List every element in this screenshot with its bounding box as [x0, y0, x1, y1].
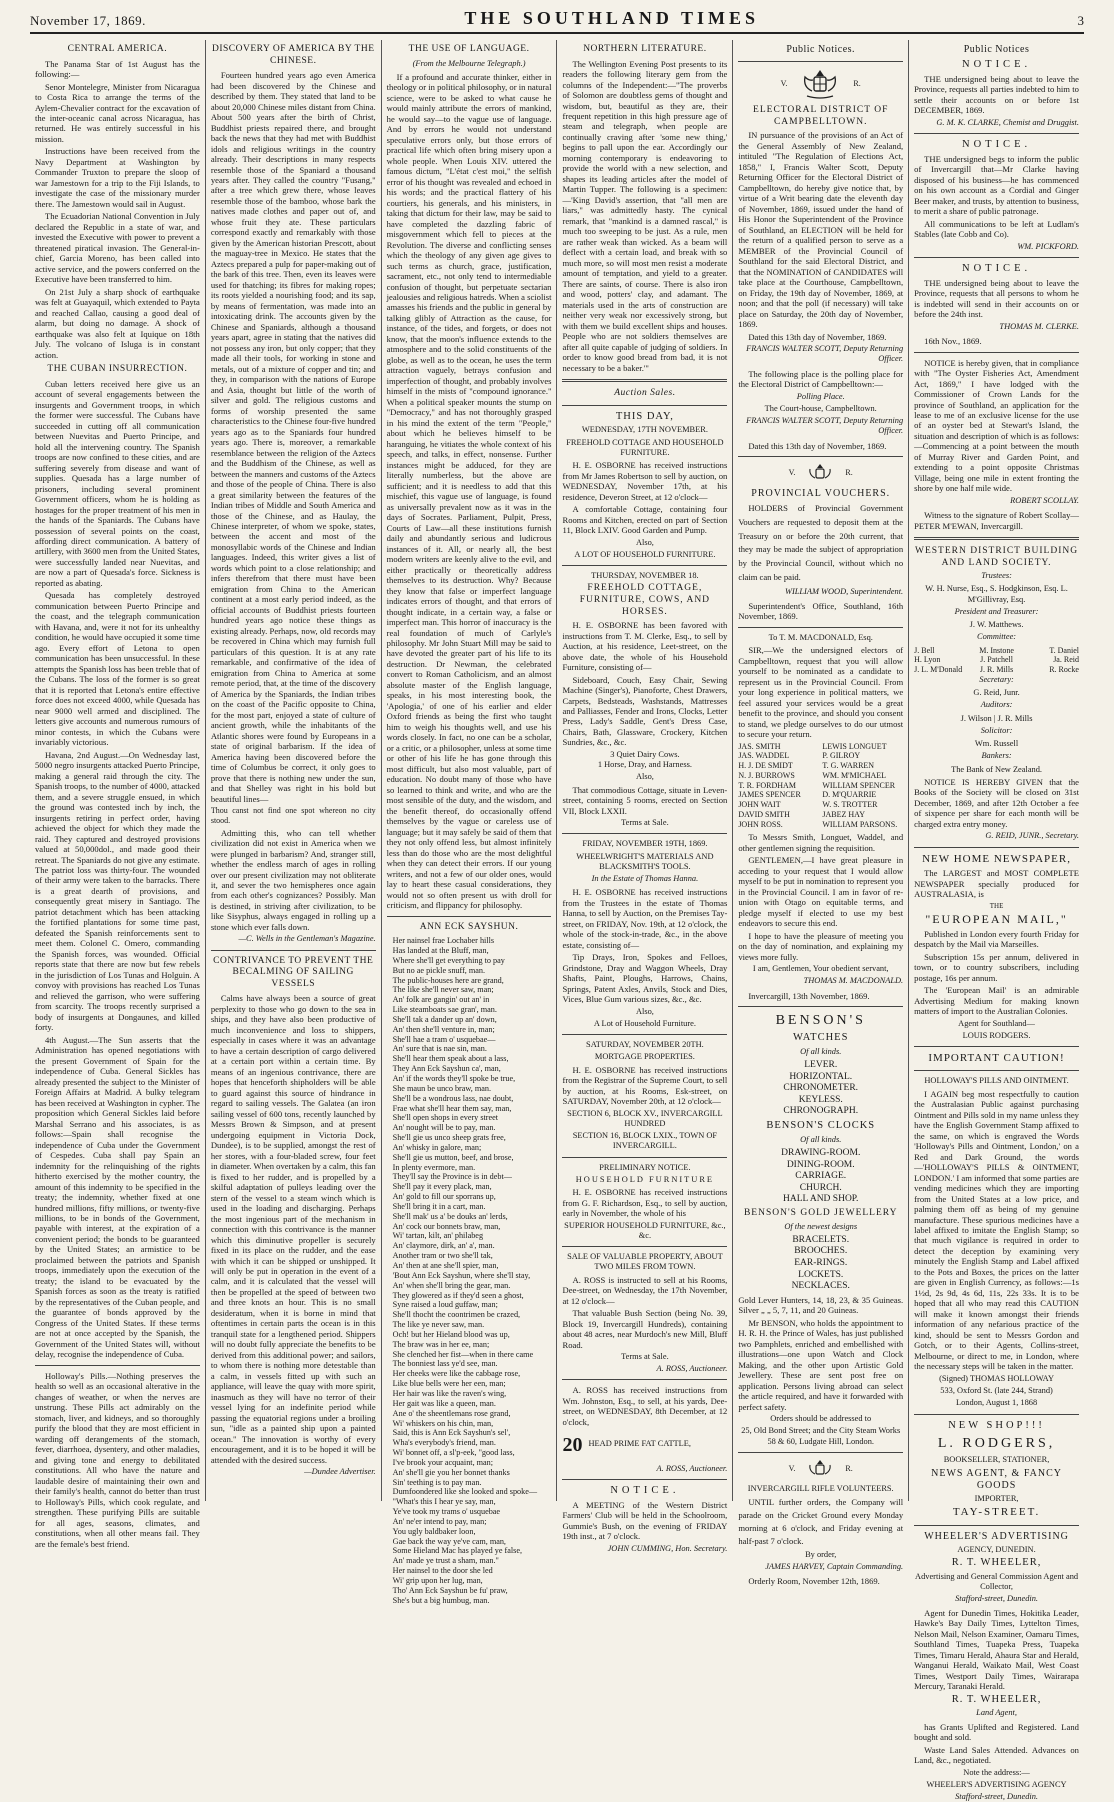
- divider: [738, 1006, 903, 1007]
- shop-ad-line: BOOKSELLER, STATIONER,: [943, 1455, 1050, 1465]
- royal-arms-icon: [805, 462, 835, 484]
- agency-body: Waste Land Sales Attended. Advances on Land, &c., negotiated.: [914, 1744, 1079, 1766]
- royal-crest: [738, 67, 903, 101]
- divider: [738, 456, 903, 457]
- newspaper-ad-name: "EUROPEAN MAIL,": [925, 912, 1068, 927]
- notice-signature: G. M. K. CLARKE, Chemist and Druggist.: [936, 117, 1079, 127]
- agency-name: R. T. WHEELER,: [951, 1693, 1042, 1705]
- committee-right: T. Daniel Ja. Reid R. Rocke: [1049, 645, 1079, 675]
- society-bankers: The Bank of New Zealand.: [951, 764, 1043, 774]
- auction-body: H. E. OSBORNE has received instructions from Mr James Robertson to sell by auction, on WEDNESDAY, November 17th, at his residence, Deveron Street, at 12 o'clock—: [562, 460, 728, 502]
- benson-address: 25, Old Bond Street; and the City Steam Works 58 & 60, Ludgate Hill, London.: [741, 1426, 901, 1446]
- column-6: [909, 40, 1084, 1802]
- divider: [914, 1414, 1079, 1415]
- notice-signature: JOHN CUMMING, Hon. Secretary.: [607, 1543, 728, 1553]
- auction-section: SECTION 6, BLOCK XV., INVERCARGILL HUNDRED: [567, 1108, 723, 1128]
- notice-signature: WM. PICKFORD.: [1017, 241, 1079, 251]
- newspaper-ad-title: NEW HOME NEWSPAPER,: [922, 852, 1071, 865]
- notice-title: PROVINCIAL VOUCHERS.: [751, 487, 891, 499]
- auction-section: SECTION 16, BLOCK LXIX., TOWN OF INVERCARGILL.: [572, 1131, 718, 1151]
- auction-lot: A LOT OF HOUSEHOLD FURNITURE.: [574, 549, 716, 559]
- benson-body: Mr BENSON, who holds the appointment to H. R. H. the Prince of Wales, has just published two Pamphlets, enriched and embellished with illustrations—one upon Watch and Clock Making, and the other upon Artistic Gold Jewellery. These are sent post free on application. Persons living abroad can select the article required, and have it forwarded with perfect safety.: [738, 1317, 904, 1412]
- auction-items: That commodious Cottage, situate in Leven-street, containing 5 rooms, erected on Section VII, Block LXXII.: [562, 784, 728, 816]
- newspaper-ad-signature: LOUIS RODGERS.: [962, 1030, 1031, 1040]
- agency-title: WHEELER'S ADVERTISING: [924, 1530, 1069, 1542]
- paragraph: Calms have always been a source of great perplexity to those who go down to the sea in ships, and they have also been productive of much inconvenience and loss to shippers, especially in cases where it was an advantage to have a certain description of cargo delivered at a certain port within a certain time. By means of an ingenious contrivance, there are hopes that henceforth shipholders will be able to guard against this source of hindrance in regard to sailing vessels. The Galatea (an iron sailing vessel of 600 tons, recently launched by Messrs Brown & Simpson, and at present undergoing equipment in Victoria Dock, Dundee), is to be supplied, amongst the rest of her stores, with a four-bladed screw, four feet in diameter. When overtaken by a calm, this fan is fixed to her rudder, and is propelled by a skilful adaptation of pulleys leading over the stern of the vessel to a steam winch which is used in the loading and discharging. Perhaps the most ingenious part of the mechanism in connection with this contrivance is the manner which this diminutive propeller is securely fixed in its place on the rudder, and the ease with which it can be shipped or unshipped. It will only be put in operation in the event of a calm, and it is calculated that the vessel will then be propelled at the speed of between two and three knots an hour. This is no small desideratum, when it is borne in mind that oftentimes in certain parts the ocean is in this tranquil state for a lengthened period. Shippers will no doubt fully appreciate the benefits to be derived from this additional power; and sailors, to whom there is nothing more detestable than a calm, in vessels fitted up with such an appliance, will leave the quay with more spirit, inasmuch as they will have no terror of their vessel lying for an indefinite period while passing the equatorial regions under a broiling sun, "idle as a painted ship upon a painted ocean." The innovation is worthy of every encouragement, and it is to be hoped it will be attended with the desired success.: [210, 993, 376, 1465]
- notice-body: HOLDERS of Provincial Government Vouchers are requested to deposit them at the Treasury on or before the 20th current, that they may be made the subject of appropriation by the Provincial Council, without which no claim can be paid.: [738, 503, 904, 582]
- notice-body: All communications to be left at Ludlam's Stables (late Cobb and Co).: [914, 218, 1079, 240]
- notice-body: THE undersigned begs to inform the public of Invercargill that—Mr Clarke having disposed of his business—he has commenced on his own account as a Cordial and Ginger Beer maker, and trusts, by attention to business, to merit a share of public patronage.: [914, 153, 1079, 217]
- article-heading: CONTRIVANCE TO PREVENT THE BECALMING OF SAILING VESSELS: [213, 955, 374, 989]
- benson-jewellery-sub: Of the newest designs: [784, 1221, 858, 1231]
- notice-date: Dated this 13th day of November, 1869.: [748, 331, 887, 342]
- auction-items: Sideboard, Couch, Easy Chair, Sewing Machine (Singer's), Pianoforte, Chest Drawers, Carpets, Bedsteads, Washstands, Mattresses and Palliasses, Fender and Irons, Clocks, Letter Press, Lady's Saddle, Gent's Dress Case, Chairs, Bath, Glassware, Crockery, Kitchen Sundries, &c., &c.: [562, 674, 728, 748]
- paragraph: 4th August.—The Sun asserts that the Administration has opened negotiations with the present Government of Spain for the independence of Cuba. General Sickles has already presented the subject to the Minister of Foreign Affairs at Madrid. A bulky telegram has been received at Washington in cypher. The proposition which General Sickles laid before Marshal Serrano and his associates, is as follows:—Spain shall recognise the independence of Cuba under the Government of Cespedes. Cuba shall pay Spain an indemnity for the relinquishing of the rights hitherto exercised by the mother country, the amount of this indemnity to be specified in the treaty; the indemnity, whether fixed at one hundred millions, fifty millions, or twenty-five millions, to be in bonds of the Government, payable with interest, at the expiration of a convenient period; the bonds to be guaranteed by the United States; an armistice to be proclaimed between the patriots and Spanish troops, immediately upon the execution of the treaty; the island to be evacuated by the Spanish forces as soon as the treaty is ratified by the representatives of the Cuban people, and the guarantee of bonds approved by the Congress of the United States. If these terms are not at once accepted by the Spanish, the Government of the United States will, without delay, recognise the independence of Cuba.: [35, 1034, 200, 1360]
- article-heading: DISCOVERY OF AMERICA BY THE CHINESE.: [211, 44, 375, 66]
- auction-date: THURSDAY, NOVEMBER 18.: [591, 571, 699, 581]
- section-heading: Auction Sales.: [614, 388, 676, 399]
- paragraph: Instructions have been received from the Navy Department at Washington by Commander Truxton to prepare the sloop of war Jamestown for a trip to the Fiji Islands, to investigate the case of the missionary murder there. The Jamestown would sail in August.: [35, 146, 200, 209]
- agency-role: Advertising and General Commission Agent and Collector,: [915, 1571, 1079, 1592]
- paragraph: If a profound and accurate thinker, either in theology or in political philosophy, or in natural science, were to be asked to what cause he would mainly attribute the errors of mankind, he would say—to the vague use of language. And by errors he would not understand speculative errors only, but those errors of practical life which often bring misery upon a whole people. When Louis XIV. uttered the famous dictum, "L'état c'est moi," the selfish error of his thought was revealed and echoed in his words; and the practical flattery of his courtiers, his generals, and his ministers, in taking that dictum for their law, may be said to have completed the dazzling fabric of misgovernment which fell to pieces at the Revolution. The diverse and conflicting senses which the theology of any given age gives to such terms as church, grace, justification, sacrament, etc., not only tend to intermediable confusion of thought, but perpetuate sectarian jealousies and religious hatreds. When a sciolist amasses his friends and the public in general by talking glibly of Attraction as the cause, for instance, of the tides, and forgets, or does not know, that the moon's influence extends to the atmosphere and to the solid constituents of the globe, as well as to the ocean, he uses the term attraction vaguely, betrays confusion and imperfection of thought, and probably involves himself in the mists of "compound ignorance." When a political speaker mounts the stump on "Democracy," and has not thoroughly grasped in his mind the extent of the term "People," about which he believes himself to be haranguing, he vitiates the whole context of his speech, and talks, in effect, nonsense. Further instances might be adduced, for they are literally numberless, but the above are sufficient; and it is needless to add that this mischief, this vague use of language, is found as universally prevalent now as it was in the days of Socrates. Parliament, Pulpit, Press, Courts of Law—all these institutions furnish daily and abundantly serious and ludicrous instances of it. All, or nearly all, the best modern writers are keenly alive to the evil, and either practically or theoretically address themselves to its destruction. Why? Because they know that false or imperfect language indicates errors of thought, and that errors of thought indicate, in a certain way, a false or imperfect man. This horror of inaccuracy is the real foundation of much of Carlyle's philosophy. Mr John Stuart Mill may be said to have devoted the greater part of his life to its destruction. Dr Newman, the celebrated convert to Roman Catholicism, and an almost absolute master of the English language, speaks, in his most interesting book, the 'Apologia,' of one of his earlier and elder Oxford friends as being the first who taught him to weigh his thoughts well, and use his words closely. In fact, no one can be a scholar, or a critic, or a philosopher, unless at some time or other of his life he has gone through this most difficult, but also most valuable, part of education. No doubt many of those who have so learned to think and write, and who are the most sensible of the duty, and the wisdom, and the benefit thereof, do occasionally offend themselves by the vague or careless use of language; but it may safely be said of them that they not only offend less, but almost infinitely less than do those who are the most delightful when they can detect their errors. If our young writers, and not a few of our older ones, would lay to heart these casual considerations, they would not so often present us with droll for criticism, and flippancy for philosophy.: [386, 71, 552, 911]
- notice-signature: ROBERT SCOLLAY.: [1010, 495, 1079, 505]
- divider: [914, 847, 1079, 848]
- society-solicitor: Wm. Russell: [974, 739, 1019, 749]
- benson-jewellery-list: BRACELETS. BROOCHES. EAR-RINGS. LOCKETS. NECKLACES.: [791, 1234, 850, 1292]
- society-president: J. W. Matthews.: [969, 620, 1024, 630]
- auction-subtitle: HOUSEHOLD FURNITURE: [575, 1174, 715, 1184]
- letter-addressee: To T. M. MACDONALD, Esq.: [768, 632, 873, 642]
- divider: [914, 133, 1079, 134]
- column-4: [557, 40, 733, 1553]
- notice-signature: JAMES HARVEY, Captain Commanding.: [765, 1561, 904, 1571]
- auction-date: FRIDAY, NOVEMBER 19TH, 1869.: [582, 839, 708, 849]
- divider: [914, 1525, 1079, 1526]
- committee-middle: M. Instone J. Patchell J. R. Mills: [979, 645, 1014, 675]
- paragraph: Senor Montelegre, Minister from Nicaragua to Costa Rica to arrange the terms of the Aylem-Chevalier contract for the excavation of the inter-oceanic canal across Nicaragua, has returned. He was entirely successful in his mission.: [35, 81, 200, 144]
- benson-watch-list: LEVER. HORIZONTAL. CHRONOMETER. KEYLESS. CHRONOGRAPH.: [783, 1060, 859, 1117]
- royal-crest: [738, 1458, 903, 1480]
- auction-lot: SUPERIOR HOUSEHOLD FURNITURE, &c., &c.: [564, 1220, 726, 1240]
- auction-title: SALE OF VALUABLE PROPERTY, ABOUT TWO MILES FROM TOWN.: [567, 1252, 723, 1272]
- article-source: (From the Melbourne Telegraph.): [412, 58, 526, 68]
- society-committee: [914, 646, 1079, 675]
- society-label: President and Treasurer:: [954, 606, 1039, 616]
- reply-closing: I am, Gentlemen, Your obedient servant,: [752, 964, 889, 974]
- royal-arms-icon: [805, 1458, 835, 1480]
- section-heading: Public Notices: [963, 44, 1030, 55]
- polling-place-label: Polling Place.: [796, 391, 845, 401]
- society-label: Trustees:: [981, 571, 1012, 581]
- auction-date: SATURDAY, NOVEMBER 20TH.: [586, 1040, 704, 1050]
- notice-body: UNTIL further orders, the Company will parade on the Cricket Ground every Monday morning at 6 o'clock, and Friday evening at half-past 7 o'clock.: [738, 1497, 904, 1546]
- caution-date: London, August 1, 1868: [955, 1398, 1038, 1408]
- agency-footer: WHEELER'S ADVERTISING AGENCY: [926, 1779, 1067, 1789]
- benson-watches: WATCHES: [793, 1032, 849, 1044]
- auction-estate: In the Estate of Thomas Hanna.: [591, 874, 699, 884]
- caution-body: I AGAIN beg most respectfully to caution the Australasian Public against purchasing Ointment and Pills sold in my name unless they have the English Government Stamp affixed to the same, on which is engraved the Words 'Holloway's Pills and Ointment, London,' on a Red and Dark Ground, the words—'HOLLOWAY'S PILLS & OINTMENT, LONDON.' I am informed that some parties are vending medicines which they are importing from the United States at a low price, and palming them off as being of my genuine manufacture. These spurious medicines have a label affixed to imitate the English Stamp; so that much vigilance is required in order to detect the deception by examining very minutely the English Stamp and Label affixed to the Pots and Boxes, the prices on the latter are given in English Currency, as follows:—1s 1½d, 2s 9d, 4s 6d, 11s, 22s 33s. It is to be hoped that all who may read this CAUTION will make it known amongst their friends information of any nefarious practice of the kind, should be sent to Messrs Gordon and Gotch, or to their Agents, Collins-street, Melbourne, or direct to me, in London, where the necessary steps will be taken in the matter.: [914, 1088, 1079, 1372]
- reply-body: I hope to have the pleasure of meeting you on the day of nomination, and explaining my views more fully.: [738, 930, 904, 962]
- agency-note: Note the address:—: [963, 1767, 1030, 1777]
- divider: [562, 1246, 727, 1247]
- divider: [211, 950, 376, 951]
- auction-body: A. ROSS is instructed to sell at his Rooms, Dee-street, on Wednesday, the 17th November, at 12 o'clock—: [562, 1274, 728, 1306]
- page-number: 3: [1077, 13, 1084, 28]
- divider: [738, 61, 903, 62]
- cattle-line: [562, 1429, 727, 1461]
- benson-jewellery: BENSON'S GOLD JEWELLERY: [743, 1208, 898, 1218]
- notice-title: INVERCARGILL RIFLE VOLUNTEERS.: [747, 1483, 894, 1493]
- shop-ad-line: TAY-STREET.: [952, 1506, 1041, 1519]
- notice-date: 16th Nov., 1869.: [924, 336, 982, 347]
- benson-clock-list: DRAWING-ROOM. DINING-ROOM. CARRIAGE. CHURCH. HALL AND SHOP.: [781, 1148, 861, 1205]
- agency-address: Stafford-street, Dunedin.: [955, 1594, 1038, 1604]
- auction-title: WHEELWRIGHT'S MATERIALS AND BLACKSMITH'S TOOLS.: [576, 851, 714, 871]
- letter-body: SIR,—We the undersigned electors of Campbelltown, request that you will allow yourself to be nominated as a candidate to represent us in the Provincial Council. From your long experience in political matters, we feel assured your services would be a great benefit to the province, and should you consent to stand, we pledge ourselves to do our utmost to secure your return.: [738, 645, 904, 740]
- auction-title: FREEHOLD COTTAGE, FURNITURE, COWS, AND HORSES.: [579, 583, 711, 617]
- notice-signature: THOMAS M. CLERKE.: [999, 321, 1079, 331]
- notice-body: THE undersigned being about to leave the Province, requests all parties indebted to him to settle their accounts on or before 1st DECEMBER, 1869.: [914, 73, 1079, 116]
- newspaper-ad-agent: Agent for Southland—: [958, 1018, 1035, 1028]
- cattle-description: HEAD PRIME FAT CATTLE,: [588, 1439, 691, 1449]
- caution-signature: (Signed) THOMAS HOLLOWAY: [939, 1373, 1055, 1383]
- society-label: Bankers:: [981, 751, 1012, 761]
- divider: [914, 1046, 1079, 1047]
- notice-body: NOTICE is hereby given, that in compliance with "The Oyster Fisheries Act, Amendment Act, 1869," I have lodged with the Commissioner of Crown Lands for the province of Southland, an application for the lease to me of an exclusive license for the use of an oyster bed at Stewart's Island, the situation and description of which is as follows:—Commencing at a point between the mouth of Murray River and Garden Point, and extending to a point opposite Christmas Village, being one mile in extent fronting the shore by one half mile wide.: [914, 357, 1079, 494]
- auction-body: H. E. OSBORNE has received instructions from the Registrar of the Supreme Court, to sell by auction, at his Rooms, Esk-street, on SATURDAY, November 20th, at 12 o'clock—: [562, 1064, 728, 1107]
- notice-body: IN pursuance of the provisions of an Act of the General Assembly of New Zealand, intituled "The Regulation of Elections Act, 1858," I, Francis Walter Scott, Deputy Returning Officer for the Electoral District of Campbelltown, do hereby give notice that, by virtue of a Writ bearing date the eleventh day of November, 1869, issued under the hand of His Honor the Superintendent of the Province of Southland, an ELECTION will be held for the return of a qualified person to serve as a MEMBER of the Provincial Council of Southland for the said Electoral District, and that the NOMINATION of CANDIDATES will take place at the Courthouse, Campbelltown, on Friday, the 19th day of November, 1869, at noon; and that the poll (if necessary) will take place on Saturday, the 20th day of November, 1869.: [738, 130, 904, 330]
- divider: [562, 405, 727, 406]
- paragraph: The Wellington Evening Post presents to its readers the following literary gem from the columns of the Independent:—"The proverbs of Solomon are doubtless gems of thought and wisdom, but, beautiful as they are, their frequent repetition in this high pressure age of steam and telegraph, when people are continually craving after 'some new thing,' begins to pall upon the ear. Accordingly our morning contemporary is endeavoring to provide the world with a new selection, and shapes its leading articles after the model of Martin Tupper. The following is a specimen:—'King David's assertion, that "all men are liars," was admittedly hasty. The cynical remark, that "mankind is a damned rascal," is much too sweeping to be just. As a rule, men are rather weak than wicked. As a beam will deflect with a certain load, and break with so much more, so will most men resist a moderate amount of temptation, and yield to a greater. There are saints, of course. There is also iron and wood, potters' clay, and adamant. The materials used in the arts of construction are neither very weak nor excessively strong, but with them we build excellent ships and houses. People who are not soldiers themselves are after all quite capable of judging of soldiers. In order to know good bread from bad, it is not necessary to be a baker.'": [562, 58, 728, 373]
- newspaper-title: THE SOUTHLAND TIMES: [464, 8, 760, 28]
- shop-ad-line: IMPORTER,: [974, 1494, 1019, 1504]
- auction-title: PRELIMINARY NOTICE.: [599, 1162, 691, 1172]
- polling-place: The Court-house, Campbelltown.: [764, 403, 877, 413]
- notice-body: A MEETING of the Western District Farmers' Club will be held in the Schoolroom, Gummie's Bush, on the evening of FRIDAY 19th inst., at 7 o'clock.: [562, 1499, 728, 1542]
- committee-left: J. Bell H. Lyon J. L. M'Donald: [914, 645, 963, 675]
- notice-by-order: By order,: [805, 1549, 837, 1559]
- auction-date: WEDNESDAY, 17TH NOVEMBER.: [581, 425, 708, 435]
- auction-body: H. E. OSBORNE has received instructions from the Trustees in the estate of Thomas Hanna, to sell by Auction, on the Premises Tay-street, on FRIDAY, Nov. 19th, at 12 o'clock, the whole of the stock-in-trade, &c., in the above estate, consisting of—: [562, 887, 728, 950]
- notice-witness: Witness to the signature of Robert Scollay— PETER M'EWAN, Invercargill.: [914, 510, 1079, 531]
- newspaper-ad-body: Subscription 15s per annum, delivered in town, or to country subscribers, including postage, 16s per annum.: [914, 951, 1079, 983]
- signatories-left: JAS. SMITH JAS. WADDEL H. J. DE SMIDT N. J. BURROWS T. R. FORDHAM JAMES SPENCER JOHN WAIT DAVID SMITH JOHN ROSS.: [738, 741, 801, 829]
- poem-title: ANN ECK SAYSHUN.: [419, 921, 519, 932]
- divider: [387, 916, 552, 917]
- agency-subtitle: AGENCY, DUNEDIN.: [957, 1544, 1036, 1554]
- auction-items: That valuable Bush Section (being No. 39, Block 19, Invercargill Hundreds), containing about 48 acres, near Murdoch's new Mill, Bluff Road.: [562, 1308, 728, 1350]
- page-columns: [30, 40, 1084, 1802]
- column-2: [206, 40, 382, 1501]
- benson-watches-sub: Of all kinds.: [800, 1046, 842, 1056]
- notice-date: Orderly Room, November 12th, 1869.: [748, 1576, 880, 1587]
- paragraph: Cuban letters received here give us an account of several engagements between the insurgents and Government troops, in which the former were successful. The Cubans have succeeded in cutting off all communication between Nuevitas and Puerto Principe, and hold all the intervening country. The Spanish troops are now confined to these cities, and are suffering severely from disease and want of supplies. Quesada has a large number of prisoners, including several prominent Government officers, whom he is holding as hostages for the proper treatment of his men in the hands of the Spaniards. The Cubans have possession of several points on the coast, affording direct communication. A battery of artillery, with 3600 men from the United States, were successfully landed near Nuevitas, and are now a part of Quesada's force. Sickness is reported as abating.: [35, 378, 200, 588]
- article-heading: THE CUBAN INSURRECTION.: [47, 364, 188, 375]
- benson-heading: BENSON'S: [775, 1013, 866, 1029]
- auctioneer-signature: A. ROSS, Auctioneer.: [656, 1364, 728, 1374]
- crest-letter-v: V.: [788, 468, 796, 478]
- caution-subtitle: HOLLOWAY'S PILLS AND OINTMENT.: [924, 1076, 1069, 1086]
- auction-livestock: 3 Quiet Dairy Cows. 1 Horse, Dray, and Harness.: [597, 749, 692, 770]
- divider: [562, 1379, 727, 1380]
- column-3: [382, 40, 558, 1605]
- notice-heading: NOTICE.: [610, 1485, 680, 1497]
- caution-address: 533, Oxford St. (late 244, Strand): [940, 1386, 1053, 1396]
- auction-lot: A Lot of Household Furniture.: [593, 1018, 696, 1028]
- column-5: [733, 40, 909, 1587]
- poem-text: Her nainsel frae Lochaber hills Has landed at the Bluff, man, Where she'll get everything to pay But no ae pickle snuff, man. The public-houses here are grand, The like she'll never saw, man; An' folk are gangin' out an' in Like steamboats sae gran', man. She'll tak a dander up an' down, An' then she'll venture in, man; She'll hae a tram o' usquebae— An' sure that is nae sin, man. She'll hear them speak about a lass, They Ann Eck Sayshun ca', man, An' if the words they'll spoke be true, She maun be unco braw, man. She'll be a wondrous lass, nae doubt, Frae what she'll hear them say, man, She'll open shops in every street An' nought will be to pay, man. She'll gie us unco sheep grats free, An' whisky in galore, man; She'll gie us mutton, beef, and brose, In plenty evermore, man. They'll say the Province is in debt— She'll pay it every plack, man, An' gold to fill our sporrans up, She'll bring it in a cart, man. She'll mak' us a' be douks an' lerds, An' cock our bonnets braw, man, Wi' tartan, kilt, an' philabeg An' claymore, dirk, an' a', man. Another tram or two she'll tak, An' then at ane she'll spier, man, 'Bout Ann Eck Sayshun, where she'll stay, An' when she'll bring the gear, man. They glowered as if they'd seen a ghost, Syne raised a loud guffaw, man; She'll thocht the coontrimen be crazed, The like ye never saw, man. Och! but her Hieland blood was up, The braw was in her ee, man; She clenched her fist—when in there came The bonniest lass ye'd see, man. Her cheeks were like the cabbage rose, Like blue bells were her een, man; Her hair was like the raven's wing, Her gait was like a queen, man. Ane o' the sheentlemans rose grand, Wi' whiskers on his chin, man, Said, this is Ann Eck Sayshun's sel', Wha's everybody's friend, man. Wi' bonnet off, a sl'p-eek, "good lass, I've brook your acquaint, man; An' she'll gie you her bonnet thanks Sin' teething is to pay man. Dumfoondered like she looked and spoke— "What's this I hear ye say, man, Ye've took my trams o' usquebae An' ne'er intend to pay, man; You ugly baldbaker loon, Gae back the way ye've cam, man, Some Hieland Mac has played ye false, An' made ye trust a sham, man." Her nainsel to the door she led Wi' grip upon her lug, man, Tho' Ann Eck Sayshun be fu' praw, She's but a big humbug, man.: [392, 936, 538, 1605]
- society-auditors: J. Wilson | J. R. Mills: [960, 713, 1033, 723]
- newspaper-ad-body: The 'European Mail' is an admirable Advertising Medium for making known matters of import to the Australian Colonies.: [914, 985, 1079, 1017]
- shop-ad-title: NEW SHOP!!!: [948, 1419, 1045, 1431]
- crest-letter-v: V.: [780, 79, 788, 89]
- benson-clocks-sub: Of all kinds.: [800, 1134, 842, 1144]
- paragraph: Holloway's Pills.—Nothing preserves the health so well as an occasional alterative in the changes of weather, or when the nerves are unstrung. These Pills act admirably on the stomach, liver, and kidneys, and so thoroughly purify the blood that they are most efficient in warding off derangements of the stomach, fever, diarrhoea, dysentery, and other maladies, and giving tone and energy to debilitated constitutions. All who have the nature and laudable desire of maintaining their own and their family's health, cannot do better than trust to Holloway's Pills, which cook regulate, and strengthen. These purifying Pills are suitable for all ages, seasons, climates, and constitutions, when all other means fail. They are the female's best friend.: [35, 1370, 200, 1549]
- shop-ad-name: L. RODGERS,: [937, 1436, 1056, 1452]
- society-label: Committee:: [977, 632, 1017, 642]
- notice-title: ELECTORAL DISTRICT OF CAMPBELLTOWN.: [753, 105, 889, 127]
- divider: [562, 833, 727, 834]
- attribution: —Dundee Advertiser.: [304, 1467, 376, 1477]
- auction-items: A comfortable Cottage, containing four Rooms and Kitchen, erected on part of Section 11, Block LXIV. Good Garden and Pump.: [562, 504, 728, 536]
- divider: [562, 1157, 727, 1158]
- masthead: [30, 8, 1084, 34]
- royal-crest: [738, 462, 903, 484]
- reply-signature: THOMAS M. MACDONALD.: [803, 976, 904, 986]
- benson-orders: Orders should be addressed to: [770, 1414, 872, 1424]
- newspaper-ad-body: The LARGEST and MOST COMPLETE NEWSPAPER specially produced for AUSTRALASIA, is: [914, 868, 1079, 900]
- society-trustees: W. H. Nurse, Esq., S. Hodgkinson, Esq. L. M'Gillivray, Esq.: [925, 584, 1068, 604]
- divider: [914, 352, 1079, 353]
- notice-date: Superintendent's Office, Southland, 16th November, 1869.: [738, 600, 904, 622]
- auctioneer-signature: A. ROSS, Auctioneer.: [656, 1463, 728, 1473]
- quotation: Thou canst not find one spot whereon no city stood.: [210, 806, 376, 825]
- paragraph: The Ecuadorian National Convention in July declared the Republic in a state of war, and invested the Executive with power to prevent a threatened piratical invasion. The General-in-chief, Garcia Moreno, has been called into active service, and the powers conferred on the Executive have been transferred to him.: [35, 211, 200, 285]
- paragraph: Quesada has completely destroyed communication between Puerto Principe and the coast, and the telegraph communication with Havana, and, were it not for its unhealthy condition, he would have occupied it some time ago. Every effort of Letona to open communication has been unsuccessful. In these attempts the Spanish loss has been treble that of the Cubans. The loss of the former is so great that it is reported that Letona's entire effective force does not exceed 4000, while Quesada has near 9000 well armed and disciplined. The letters give accounts and numerous rumours of minor contests, in which the Cubans were invariably victorious.: [35, 590, 200, 748]
- divider: [914, 537, 1079, 540]
- issue-date: November 17, 1869.: [30, 13, 146, 28]
- society-secretary: G. Reid, Junr.: [973, 688, 1020, 698]
- society-label: Solicitor:: [980, 725, 1013, 735]
- article-heading: CENTRAL AMERICA.: [67, 44, 168, 54]
- notice-heading: NOTICE.: [961, 139, 1032, 151]
- notice-heading: NOTICE.: [961, 263, 1032, 275]
- paragraph: The Panama Star of 1st August has the following:—: [35, 58, 200, 80]
- crest-letter-v: V.: [788, 1463, 796, 1473]
- signatories-right: LEWIS LONGUET P. GILROY T. G. WARREN WM. M'MICHAEL WILLIAM SPENCER D. M'QUARRIE W. S. TROTTER JABEZ HAY WILLIAM PARSONS.: [822, 741, 898, 829]
- society-label: Auditors:: [980, 700, 1013, 710]
- newspaper-ad-body: Published in London every fourth Friday for despatch by the Mail via Marseilles.: [914, 928, 1079, 950]
- auction-title: FREEHOLD COTTAGE AND HOUSEHOLD FURNITURE.: [566, 437, 724, 457]
- benson-prices: Gold Lever Hunters, 14, 18, 23, & 35 Guineas. Silver „ „ 5, 7, 11, and 20 Guineas.: [738, 1294, 904, 1316]
- divider: [914, 1070, 1079, 1071]
- notice-date: Dated this 13th day of November, 1869.: [748, 440, 887, 451]
- society-notice: NOTICE IS HEREBY GIVEN that the Books of the Society will be closed on 31st December, 1869, and after 12th October a fee of sixpence per share for each month will be charged extra entry money.: [914, 776, 1079, 829]
- auction-items: Tip Drays, Iron, Spokes and Felloes, Grindstone, Dray and Waggon Wheels, Dray Shafts, Paint, Ploughs, Harrows, Chains, Springs, Patent Axles, Anvils, Stock and Dies, Vices, Blue Gum various sizes, &c., &c.: [562, 952, 728, 1005]
- shop-ad-line: NEWS AGENT, & FANCY GOODS: [931, 1467, 1062, 1491]
- royal-arms-icon: [797, 67, 843, 101]
- auction-terms: Terms at Sale.: [621, 1351, 669, 1361]
- attribution: —C. Wells in the Gentleman's Magazine.: [238, 934, 376, 944]
- divider: [738, 627, 903, 628]
- crest-letter-r: R.: [845, 468, 853, 478]
- reply-addressee: To Messrs Smith, Longuet, Waddel, and other gentlemen signing the requisition.: [738, 832, 904, 853]
- auction-also: Also,: [635, 772, 654, 782]
- article-heading: THE USE OF LANGUAGE.: [408, 44, 530, 54]
- divider: [738, 1452, 903, 1453]
- agency-role: Land Agent,: [976, 1708, 1017, 1718]
- cattle-count: 20: [562, 1434, 583, 1457]
- divider: [562, 1034, 727, 1035]
- divider: [562, 1479, 727, 1480]
- agency-name: R. T. WHEELER,: [951, 1557, 1042, 1569]
- reply-body: GENTLEMEN,—I have great pleasure in acceding to your request that I would allow myself to be put in nomination to represent you in the Provincial Council. I am in favor of re-union with Otago on equitable terms, and pledge myself if elected to use my best endeavors to secure this end.: [738, 855, 904, 929]
- section-heading: Public Notices.: [786, 44, 856, 55]
- newspaper-ad-the: THE: [989, 901, 1004, 910]
- auction-body: H. E. OSBORNE has been favored with instructions from T. M. Clerke, Esq., to sell by Auction, at his residence, Leet-street, on the above date, the whole of his Household Furniture, consisting of—: [562, 620, 728, 673]
- notice-heading: NOTICE.: [961, 59, 1032, 71]
- notice-body: The following place is the polling place for the Electoral District of Campbelltown:—: [738, 368, 904, 390]
- notice-signature: FRANCIS WALTER SCOTT, Deputy Returning Officer.: [746, 344, 904, 364]
- crest-letter-r: R.: [845, 1463, 853, 1473]
- crest-letter-r: R.: [853, 79, 861, 89]
- auction-terms: Terms at Sale.: [621, 818, 669, 828]
- benson-clocks: BENSON'S CLOCKS: [766, 1120, 876, 1132]
- auction-body: H. E. OSBORNE has received instructions from G. F. Richardson, Esq., to sell by auction, early in November, the whole of his: [562, 1187, 728, 1219]
- auction-also: Also,: [635, 537, 654, 547]
- society-title: WESTERN DISTRICT BUILDING AND LAND SOCIETY.: [915, 546, 1079, 568]
- auction-title: MORTGAGE PROPERTIES.: [594, 1052, 695, 1062]
- signatories: [738, 742, 903, 830]
- paragraph: On 21st July a sharp shock of earthquake was felt at Guayaquil, which extended to Payta and reached Callao, causing a good deal of alarm, but doing no damage. A shock of earthquake was also felt at Iquique on 18th July. The volcano of Isluga is in constant action.: [35, 286, 200, 360]
- divider: [35, 1365, 200, 1366]
- notice-body: THE undersigned being about to leave the Province, requests that all persons to whom he is indebted will send in their accounts on or before the 24th inst.: [914, 277, 1079, 320]
- paragraph: Fourteen hundred years ago even America had been discovered by the Chinese and described by them. They stated that land to be about 20,000 Chinese miles distant from China. About 500 years after the birth of Christ, Buddhist priests repaired there, and brought back the news that they had met with Buddhist idols and religious writings in the country already. Their descriptions in many respects resemble those of the Spaniard a thousand years after. They called the country "Fusang," after a tree which grew there, whose leaves resemble those of the bamboo, whose bark the natives made clothes and paper out of, and whose fruit they ate. These particulars correspond exactly and remarkably with those given by the American historian Prescott, about the maguay-tree in Mexico. He states that the Aztecs prepared a pulp for paper-making out of the bark of this tree. Then, even its leaves were used for thatching; its fibres for making ropes; its roots yielded a nourishing food; and its sap, by means of fermentation, was made into an intoxicating drink. The accounts given by the Chinese and Spaniards, although a thousand years apart, agree in stating that the natives did not possess any iron, but only copper; that they made all their tools, for working in stone and metals, out of a mixture of copper and tin; and they, in comparison with the nations of Europe and Asia, thought but little of the worth of silver and gold. The religious customs and forms of worship presented the same characteristics to the Chinese four-five hundred years ago as to the Spaniards four hundred years ago. There is, moreover, a remarkable resemblance between the religion of the Aztecs and the Buddhism of the Chinese, as well as between the manners and customs of the Aztecs and those of the people of China. There is also a great similarity between the features of the Indian tribes of Middle and South America and those of the Chinese, and as Haulay, the Chinese interpreter, of whom we spoke, states, between the accent and most of the monosyllabic words of the Chinese and Indian languages. Indeed, this writer gives a list of words which point to a close relationship; and infers therefrom that there must have been emigration from China to the American continent at a most early period indeed, as the official accounts of Buddhist priests fourteen hundred years ago notice these things as existing already. Perhaps, now, old records may be recovered in China which may furnish full particulars of this question. It is at any rate remarkable, and confirmative of the idea of emigration from China to America at some remote period, that, at the time of the discovery of America by the Spaniards, the Indian tribes on the coast of the Pacific opposite to China, for the most part, enjoyed a state of culture of ancient growth, while the inhabitants of the Atlantic shores were found by Europeans in a state of original barbarism. If the idea of America having been discovered before the time of Columbus be correct, it only goes to prove that there is nothing new under the sun, and that Shelley was right in his bold but beautiful lines—: [210, 70, 376, 804]
- notice-signature: WILLIAM WOOD, Superintendent.: [784, 586, 904, 596]
- paragraph: Admitting this, who can tell whether civilization did not exist in America when we were plunged in barbarism? And, stranger still, whether the endless march of ages in rolling over our present civilization may not obliterate it, and sever the two hemispheres once again from each other's cognizances? Possibly. Man is destined, in striving after civilization, to be like Sisyphus, always engaged in rolling up a stone which ever falls down.: [210, 827, 376, 932]
- agency-footer-address: Stafford-street, Dunedin.: [955, 1792, 1038, 1802]
- divider: [914, 257, 1079, 258]
- column-1: [30, 40, 206, 1549]
- divider: [562, 379, 727, 382]
- auction-body: A. ROSS has received instructions from Wm. Johnston, Esq., to sell, at his yards, Dee-street, on WEDNESDAY, 8th December, at 12 o'clock,: [562, 1385, 728, 1427]
- agency-body: Agent for Dunedin Times, Hokitika Leader, Hawke's Bay Daily Times, Lyttelton Times, Nelson Mail, Nelson Examiner, Oamaru Times, Southland Times, Tuapeka Press, Tuapeka Times, Timaru Herald, Ahaura Star and Herald, Wanganui Herald, Waikato Mail, West Coast Times, Westport Daily Times, Wairarapa Mercury, Taranaki Herald.: [914, 1607, 1079, 1692]
- paragraph: Havana, 2nd August.—On Wednesday last, 5000 negro insurgents attacked Puerto Principe, making a general raid through the city. The Spanish troops, to the number of 4000, attacked them, and a severe struggle ensued, in which the ground was contested inch by inch, the insurgents retiring in perfect order, having achieved the object for which they made the raid. They captured and destroyed provisions valued at 50,000dol., and made good their retreat. The Spaniards do not give any estimate. The patriot loss was thirty-four. The wounded of their army were taken to the barracks. There is a great dearth of provisions, and consequently great misery in Santiago. The patriot detachment which has been attacking the fortified plantations for some time past, defeated the Spanish reinforcements sent to meet them. Colonel C. Omero, commanding the Spanish forces, was wounded. Official reports state that there are now but few rebels in the jurisdiction of Los Tunas and Holguin. A convoy with provisions has reached Los Tunas and relieved the garrison, who were suffering from scarcity. The troops recently surprised a body of insurgents at Dongaunes, and killed forty.: [35, 749, 200, 1033]
- divider: [562, 565, 727, 566]
- article-heading: NORTHERN LITERATURE.: [583, 44, 707, 54]
- notice-signature: FRANCIS WALTER SCOTT, Deputy Returning Officer.: [746, 416, 904, 436]
- reply-date: Invercargill, 13th November, 1869.: [748, 990, 870, 1001]
- society-signature: G. REID, JUNR., Secretary.: [985, 831, 1079, 841]
- auction-day: THIS DAY,: [615, 410, 674, 422]
- agency-body: has Grants Uplifted and Registered. Land bought and sold.: [914, 1721, 1079, 1743]
- society-label: Secretary:: [979, 674, 1014, 684]
- caution-title: IMPORTANT CAUTION!: [928, 1052, 1065, 1065]
- auction-also: Also,: [635, 1006, 654, 1016]
